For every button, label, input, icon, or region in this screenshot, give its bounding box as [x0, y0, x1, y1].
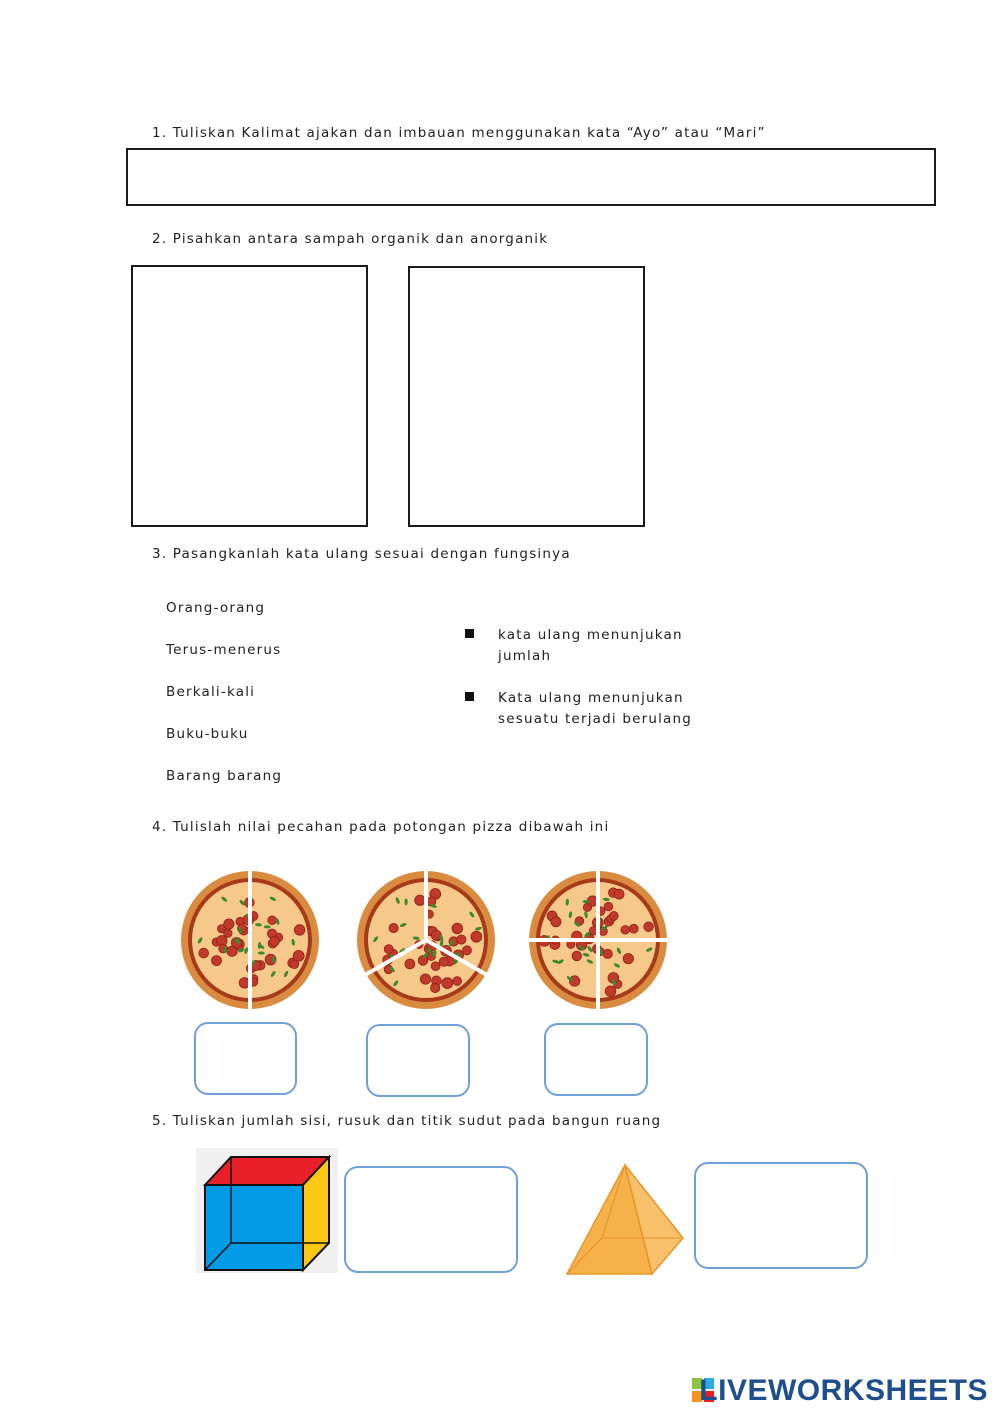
word-item[interactable]: Barang barang — [166, 768, 283, 784]
answer-box-pizza-3[interactable] — [544, 1023, 648, 1096]
answer-box-q1[interactable] — [126, 148, 936, 206]
question-1-text: 1. Tuliskan Kalimat ajakan dan imbauan menggunakan kata “Ayo” atau “Mari” — [152, 125, 766, 141]
bullet-icon — [465, 692, 474, 701]
function-line: jumlah — [498, 648, 552, 664]
word-item[interactable]: Buku-buku — [166, 726, 249, 742]
question-3-text: 3. Pasangkanlah kata ulang sesuai dengan fungsinya — [152, 546, 571, 562]
word-item[interactable]: Berkali-kali — [166, 684, 256, 700]
answer-box-pizza-2[interactable] — [366, 1024, 470, 1097]
function-line: kata ulang menunjukan — [498, 627, 683, 643]
question-5-text: 5. Tuliskan jumlah sisi, rusuk dan titik sudut pada bangun ruang — [152, 1113, 662, 1129]
answer-box-pizza-1[interactable] — [194, 1022, 297, 1095]
pizza-quarters-icon — [528, 870, 668, 1010]
function-line: Kata ulang menunjukan — [498, 690, 684, 706]
question-2-text: 2. Pisahkan antara sampah organik dan anorganik — [152, 231, 549, 247]
function-item[interactable] — [498, 625, 698, 667]
inorganic-box[interactable] — [408, 266, 645, 527]
answer-box-pyramid[interactable] — [694, 1162, 868, 1269]
answer-box-cube[interactable] — [344, 1166, 518, 1273]
question-4-text: 4. Tulislah nilai pecahan pada potongan pizza dibawah ini — [152, 819, 610, 835]
bullet-icon — [465, 629, 474, 638]
pizza-thirds-icon — [356, 870, 496, 1010]
function-item[interactable] — [498, 688, 698, 730]
cube-icon — [196, 1148, 338, 1273]
word-item[interactable]: Orang-orang — [166, 600, 266, 616]
function-line: sesuatu terjadi berulang — [498, 711, 693, 727]
pizza-halves-icon — [180, 870, 320, 1010]
brand-logo-text[interactable]: LIVEWORKSHEETS — [699, 1374, 988, 1407]
pyramid-icon — [564, 1162, 688, 1276]
organic-box[interactable] — [131, 265, 368, 527]
word-item[interactable]: Terus-menerus — [166, 642, 282, 658]
